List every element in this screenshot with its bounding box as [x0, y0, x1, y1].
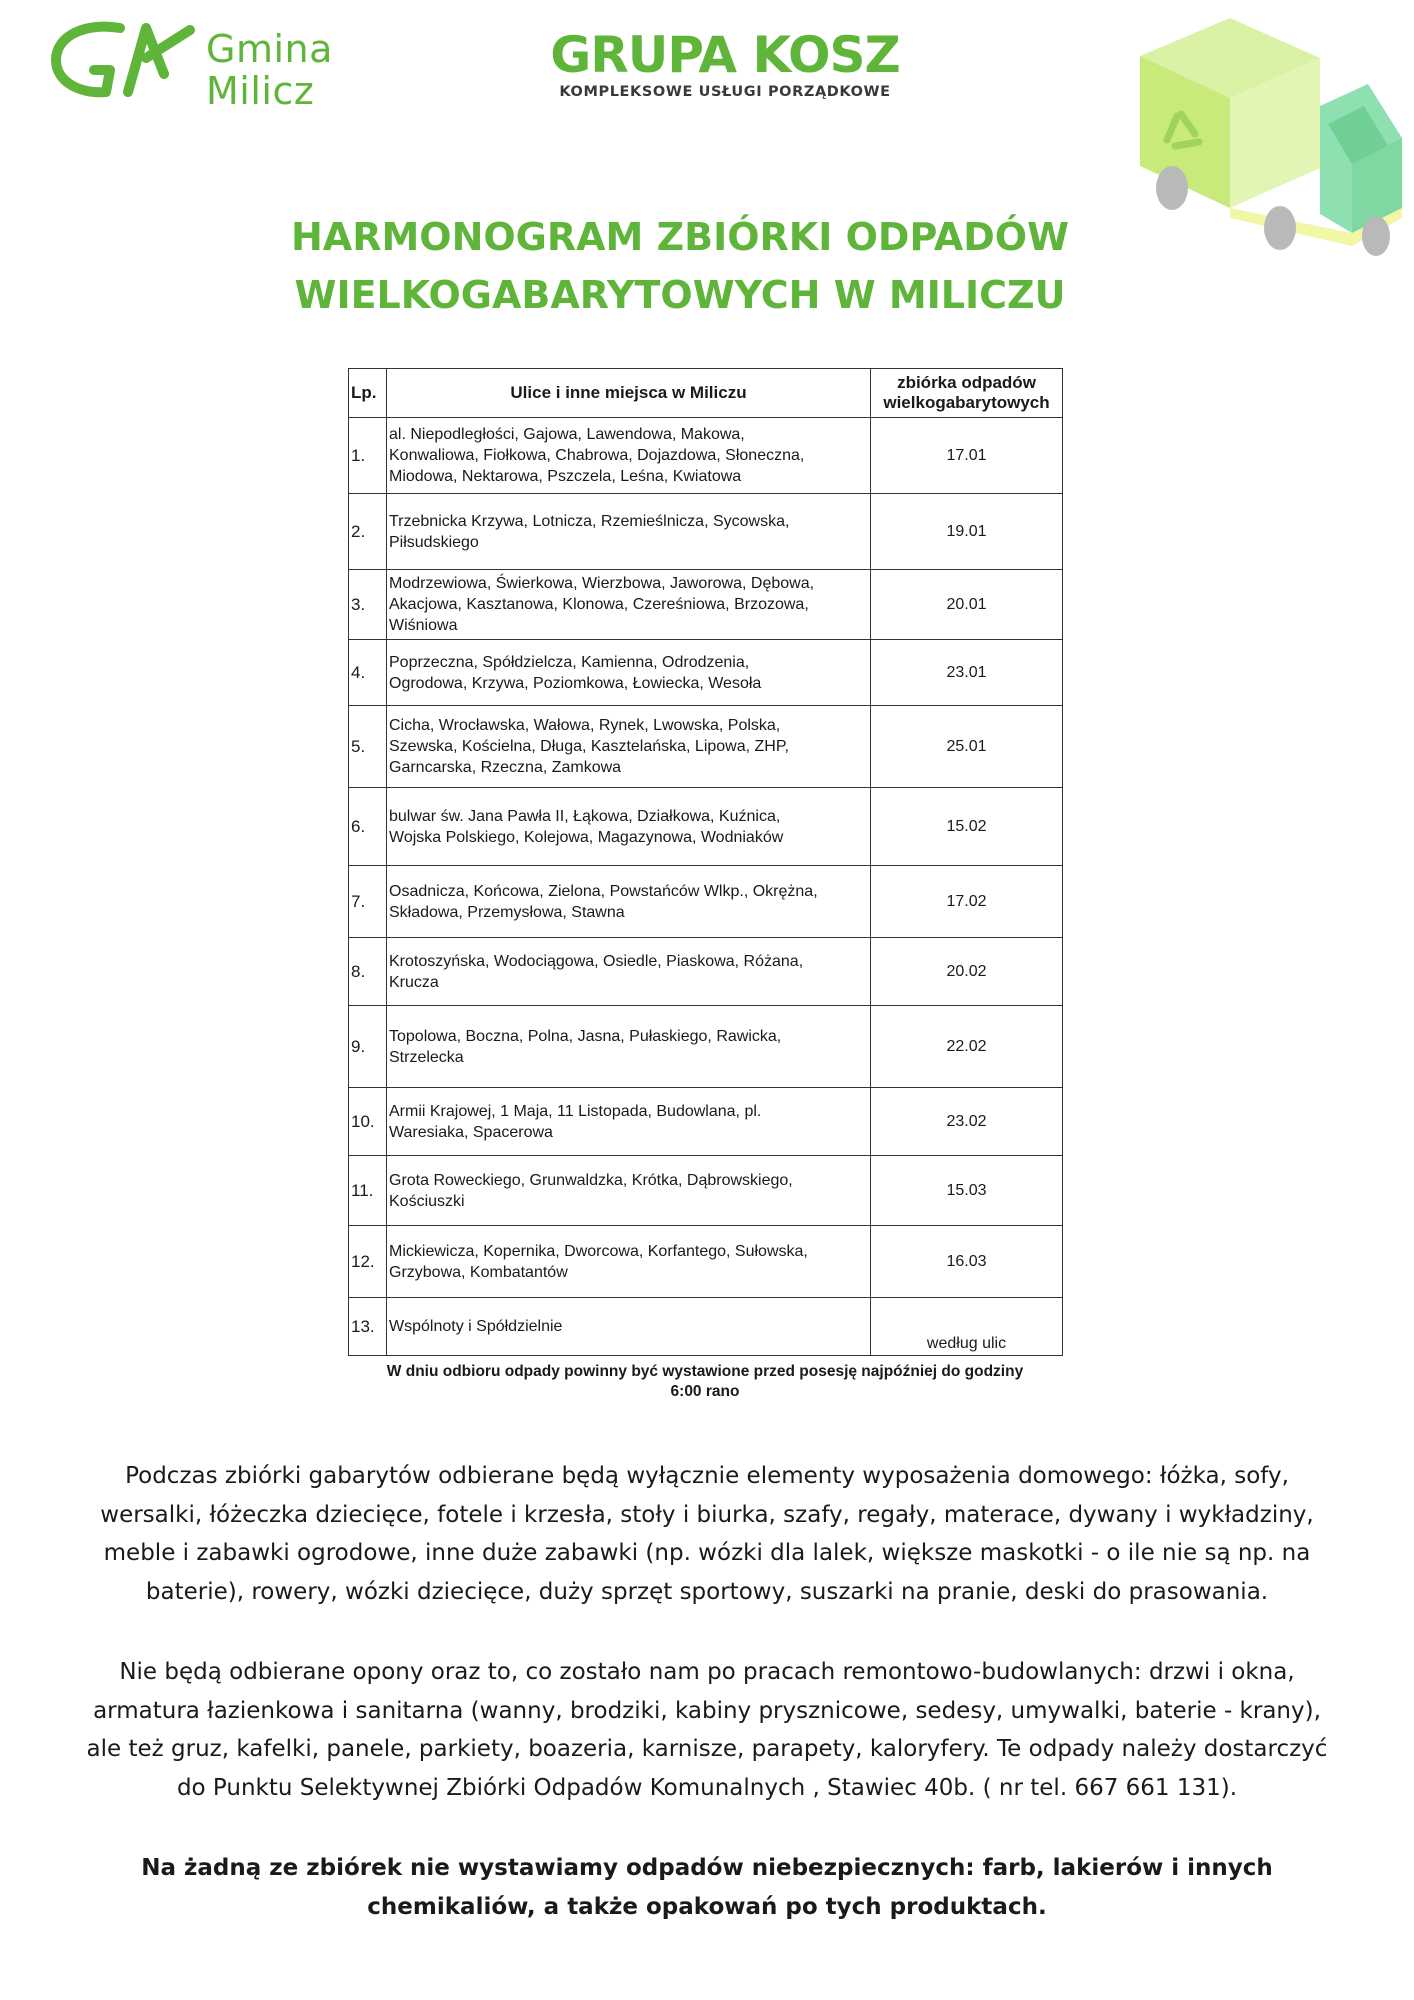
- street-line: bulwar św. Jana Pawła II, Łąkowa, Działkowa, Kuźnica,: [389, 807, 781, 825]
- street-line: Grota Roweckiego, Grunwaldzka, Krótka, Dąbrowskiego,: [389, 1171, 793, 1189]
- street-line: Osadnicza, Końcowa, Zielona, Powstańców Wlkp., Okrężna,: [389, 882, 818, 900]
- street-line: Składowa, Przemysłowa, Stawna: [389, 903, 625, 921]
- row-number: 7.: [349, 866, 387, 938]
- row-number: 11.: [349, 1156, 387, 1226]
- paragraph-line: chemikaliów, a także opakowań po tych produktach.: [367, 1893, 1047, 1920]
- table-row: [349, 418, 1063, 494]
- street-line: Grzybowa, Kombatantów: [389, 1263, 568, 1281]
- street-line: Topolowa, Boczna, Polna, Jasna, Pułaskiego, Rawicka,: [389, 1027, 782, 1045]
- collection-time-note: [348, 1362, 1062, 1402]
- excluded-items-paragraph: [0, 1653, 1414, 1807]
- row-collection-date: 23.01: [871, 640, 1063, 706]
- row-collection-date: 16.03: [871, 1226, 1063, 1298]
- street-line: Wspólnoty i Spółdzielnie: [389, 1318, 563, 1335]
- row-number: 3.: [349, 570, 387, 640]
- table-row: [349, 788, 1063, 866]
- row-number: 9.: [349, 1006, 387, 1088]
- row-number: 5.: [349, 706, 387, 788]
- paragraph-line: wersalki, łóżeczka dziecięce, fotele i krzesła, stoły i biurka, szafy, regały, materace, dywany i wykładziny,: [100, 1501, 1314, 1528]
- grupa-kosz-name: GRUPA KOSZ: [550, 26, 900, 84]
- street-line: Wojska Polskiego, Kolejowa, Magazynowa, Wodniaków: [389, 828, 784, 846]
- paragraph-line: Na żadną ze zbiórek nie wystawiamy odpadów niebezpiecznych: farb, lakierów i innych: [141, 1855, 1273, 1881]
- street-line: al. Niepodległości, Gajowa, Lawendowa, Makowa,: [389, 426, 745, 443]
- row-streets: [387, 418, 871, 494]
- row-number: 4.: [349, 640, 387, 706]
- gmina-milicz-logo: [50, 18, 350, 113]
- gmina-logo-line2: Milicz: [206, 69, 315, 113]
- street-line: Modrzewiowa, Świerkowa, Wierzbowa, Jaworowa, Dębowa,: [389, 575, 815, 592]
- recycling-truck-icon: [1130, 18, 1410, 273]
- paragraph-line: armatura łazienkowa i sanitarna (wanny, brodziki, kabiny prysznicowe, sedesy, umywalki, baterie - krany),: [93, 1697, 1321, 1724]
- paragraph-line: Nie będą odbierane opony oraz to, co zostało nam po pracach remontowo-budowlanych: drzwi i okna,: [119, 1659, 1295, 1685]
- table-row: [349, 1088, 1063, 1156]
- street-line: Ogrodowa, Krzywa, Poziomkowa, Łowiecka, Wesoła: [389, 674, 762, 692]
- table-row: [349, 1226, 1063, 1298]
- row-streets: [387, 494, 871, 570]
- row-streets: [387, 788, 871, 866]
- table-row: [349, 1006, 1063, 1088]
- row-streets: [387, 1006, 871, 1088]
- row-streets: [387, 866, 871, 938]
- gmina-milicz-g-icon: [50, 18, 200, 98]
- row-collection-date: 15.03: [871, 1156, 1063, 1226]
- header-date-line2: wielkogabarytowych: [883, 393, 1050, 412]
- street-line: Piłsudskiego: [389, 533, 479, 551]
- accepted-items-paragraph: [0, 1457, 1414, 1611]
- row-collection-date: 20.01: [871, 570, 1063, 640]
- header-lp: Lp.: [349, 369, 387, 418]
- note-line-1: W dniu odbioru odpady powinny być wystawione przed posesję najpóźniej do godziny: [386, 1363, 1024, 1380]
- table-row: [349, 1298, 1063, 1356]
- row-collection-date: 19.01: [871, 494, 1063, 570]
- schedule-table-body: [349, 418, 1063, 1356]
- street-line: Strzelecka: [389, 1048, 464, 1066]
- row-streets: [387, 938, 871, 1006]
- row-number: 13.: [349, 1298, 387, 1356]
- row-number: 12.: [349, 1226, 387, 1298]
- paragraph-line: meble i zabawki ogrodowe, inne duże zabawki (np. wózki dla lalek, większe maskotki - o ile nie są np. na: [103, 1540, 1311, 1566]
- row-collection-date: 20.02: [871, 938, 1063, 1006]
- row-collection-date: według ulic: [871, 1298, 1063, 1356]
- row-number: 10.: [349, 1088, 387, 1156]
- street-line: Waresiaka, Spacerowa: [389, 1123, 553, 1141]
- row-streets: [387, 706, 871, 788]
- table-header-row: [349, 369, 1063, 418]
- table-row: [349, 938, 1063, 1006]
- schedule-table: [348, 368, 1063, 1356]
- row-number: 2.: [349, 494, 387, 570]
- row-collection-date: 25.01: [871, 706, 1063, 788]
- street-line: Trzebnicka Krzywa, Lotnicza, Rzemieślnicza, Sycowska,: [389, 512, 790, 530]
- table-row: [349, 1156, 1063, 1226]
- paragraph-line: do Punktu Selektywnej Zbiórki Odpadów Komunalnych , Stawiec 40b. ( nr tel. 667 661 131).: [176, 1774, 1238, 1801]
- row-number: 8.: [349, 938, 387, 1006]
- row-streets: [387, 1226, 871, 1298]
- gmina-logo-text: [206, 28, 333, 112]
- table-row: [349, 570, 1063, 640]
- row-number: 1.: [349, 418, 387, 494]
- street-line: Mickiewicza, Kopernika, Dworcowa, Korfantego, Sułowska,: [389, 1242, 808, 1260]
- street-line: Cicha, Wrocławska, Wałowa, Rynek, Lwowska, Polska,: [389, 717, 781, 734]
- street-line: Konwaliowa, Fiołkowa, Chabrowa, Dojazdowa, Słoneczna,: [389, 447, 805, 464]
- header-date: [871, 369, 1063, 418]
- table-row: [349, 640, 1063, 706]
- street-line: Szewska, Kościelna, Długa, Kasztelańska, Lipowa, ZHP,: [389, 738, 789, 755]
- row-streets: [387, 1088, 871, 1156]
- hazardous-waste-warning: [0, 1849, 1414, 1926]
- paragraph-line: Podczas zbiórki gabarytów odbierane będą wyłącznie elementy wyposażenia domowego: łóżka, sofy,: [125, 1463, 1289, 1489]
- header-date-line1: zbiórka odpadów: [897, 373, 1036, 392]
- row-collection-date: 17.01: [871, 418, 1063, 494]
- row-number: 6.: [349, 788, 387, 866]
- page-title: [200, 208, 1160, 324]
- row-streets: [387, 640, 871, 706]
- row-streets: [387, 570, 871, 640]
- gmina-logo-line1: Gmina: [206, 27, 333, 71]
- table-row: [349, 494, 1063, 570]
- street-line: Akacjowa, Kasztanowa, Klonowa, Czereśniowa, Brzozowa,: [389, 596, 809, 613]
- table-row: [349, 706, 1063, 788]
- grupa-kosz-logo: [535, 28, 915, 118]
- street-line: Kościuszki: [389, 1192, 465, 1210]
- title-line-1: HARMONOGRAM ZBIÓRKI ODPADÓW: [290, 215, 1070, 259]
- row-collection-date: 22.02: [871, 1006, 1063, 1088]
- note-line-2: 6:00 rano: [670, 1383, 740, 1400]
- row-streets: [387, 1156, 871, 1226]
- title-line-2: WIELKOGABARYTOWYCH W MILICZU: [294, 273, 1066, 317]
- row-collection-date: 15.02: [871, 788, 1063, 866]
- paragraph-line: ale też gruz, kafelki, panele, parkiety, boazeria, karnisze, parapety, kaloryfery. Te odpady należy dostarczyć: [86, 1736, 1328, 1762]
- row-streets: [387, 1298, 871, 1356]
- row-collection-date: 23.02: [871, 1088, 1063, 1156]
- paragraph-line: baterie), rowery, wózki dziecięce, duży sprzęt sportowy, suszarki na pranie, deski do prasowania.: [145, 1578, 1269, 1605]
- street-line: Poprzeczna, Spółdzielcza, Kamienna, Odrodzenia,: [389, 653, 750, 671]
- table-row: [349, 866, 1063, 938]
- street-line: Miodowa, Nektarowa, Pszczela, Leśna, Kwiatowa: [389, 468, 742, 485]
- street-line: Armii Krajowej, 1 Maja, 11 Listopada, Budowlana, pl.: [389, 1102, 762, 1120]
- street-line: Garncarska, Rzeczna, Zamkowa: [389, 759, 622, 776]
- header-streets: Ulice i inne miejsca w Miliczu: [387, 369, 871, 418]
- street-line: Krotoszyńska, Wodociągowa, Osiedle, Piaskowa, Różana,: [389, 952, 804, 970]
- street-line: Krucza: [389, 973, 439, 991]
- row-collection-date: 17.02: [871, 866, 1063, 938]
- grupa-kosz-tagline: KOMPLEKSOWE USŁUGI PORZĄDKOWE: [559, 84, 891, 100]
- street-line: Wiśniowa: [389, 617, 458, 634]
